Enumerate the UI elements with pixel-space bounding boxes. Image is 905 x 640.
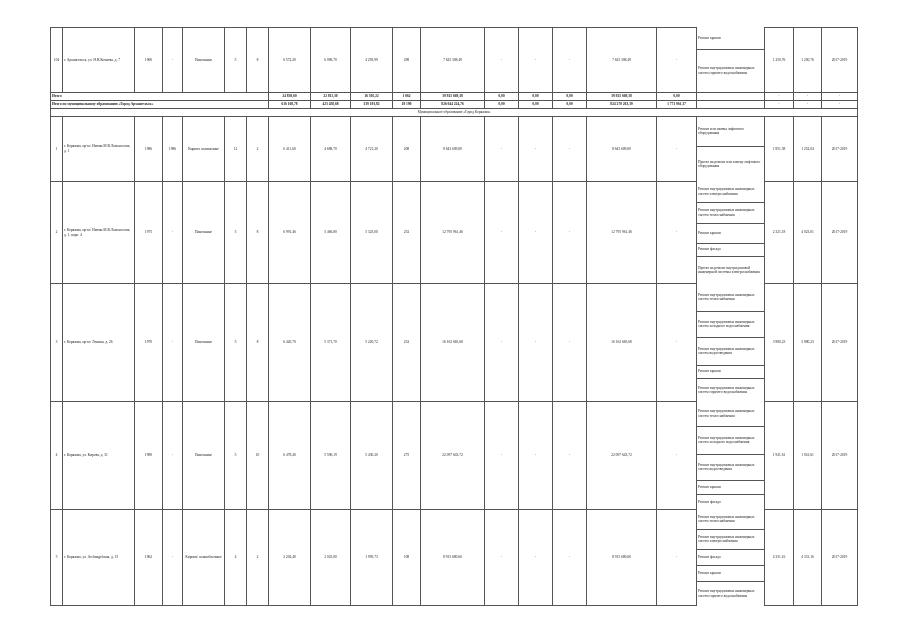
cell-area-living: 5 596,19: [311, 402, 351, 510]
cell-year-rec: -: [163, 510, 183, 606]
cell-residents: 252: [393, 182, 421, 284]
cell-entrances: 2: [247, 510, 269, 606]
work-item: Ремонт внутридомовых инженерных систем горячего водоснабжения: [698, 385, 755, 394]
cell-works: [697, 510, 765, 606]
cell-unit-cost: -: [765, 100, 794, 108]
cell-works: [697, 28, 765, 93]
cell-cost-owners: 824 270 263,39: [587, 100, 657, 108]
section-row: [51, 108, 858, 116]
cell-cost-fund: -: [485, 284, 519, 402]
cell-year-rec: -: [163, 182, 183, 284]
work-item: Ремонт внутридомовых инженерных систем горячего водоснабжения: [698, 589, 755, 598]
cell-area-total: 6 420,70: [269, 284, 311, 402]
work-item: Ремонт внутридомовых инженерных систем водоотведения: [697, 455, 764, 481]
cell-cost-fund: -: [485, 116, 519, 182]
cell-period: 2017-2019: [822, 182, 858, 284]
cell-cost-owners: 22 097 643,72: [587, 402, 657, 510]
cell-residents: 18 190: [393, 100, 421, 108]
cell-cost-local: -: [553, 28, 587, 93]
work-item: Ремонт фасада: [697, 244, 764, 257]
section-title: Муниципальное образование «Город Коряжма»: [51, 108, 858, 116]
cell-num: 1: [51, 116, 63, 182]
work-item: Ремонт фасада: [698, 499, 721, 504]
housing-program-table: [50, 27, 858, 606]
cell-floors: 4: [225, 510, 247, 606]
cell-unit-limit: 1 941,61: [794, 402, 822, 510]
cell-cost-fund: 0,00: [485, 100, 519, 108]
cell-area-living: 22 811,30: [311, 92, 351, 100]
cell-address: г. Коряжма, ул. Archangelская, д. 15: [63, 510, 135, 606]
cell-period: 2017-2019: [822, 116, 858, 182]
work-item: Ремонт внутридомовых инженерных систем холодного водоснабжения: [697, 427, 764, 455]
cell-residents: 298: [393, 28, 421, 93]
cell-floors: 12: [225, 116, 247, 182]
cell-cost-total: 22 097 643,72: [421, 402, 485, 510]
cell-residents: 232: [393, 284, 421, 402]
document-page: [50, 27, 848, 606]
work-item: Проект на ремонт внутридомовой инженерной системы электроснабжения: [698, 265, 760, 274]
cell-works: [697, 116, 765, 182]
cell-year: 1960: [135, 28, 163, 93]
work-item: Ремонт внутридомовых инженерных систем электроснабжения: [697, 182, 764, 203]
cell-cost-local: 0,00: [553, 92, 587, 100]
cell-unit-cost: 1 250,76: [765, 28, 794, 93]
cell-address: г. Коряжма, пр-кт. Имени М.В.Ломоносова, д. 1: [63, 116, 135, 182]
cell-works: [697, 402, 765, 510]
cell-year-rec: -: [163, 28, 183, 93]
cell-area-living-priv: 4 721,20: [351, 116, 393, 182]
cell-period: -: [822, 100, 858, 108]
cell-cost-local: -: [553, 402, 587, 510]
cell-area-living-priv: 1 995,73: [351, 510, 393, 606]
cell-period: -: [822, 92, 858, 100]
cell-cost-other: -: [657, 510, 697, 606]
work-item: Ремонт внутридомовых инженерных систем водоотведения: [697, 338, 764, 366]
cell-address: г. Коряжма, пр-кт. Имени М.В.Ломоносова, д. 1, корп. 4: [63, 182, 135, 284]
cell-cost-owners: 8 643 609,00: [587, 116, 657, 182]
cell-cost-total: 8 643 609,00: [421, 116, 485, 182]
work-item: Ремонт внутридомовых инженерных систем холодного водоснабжения: [697, 312, 764, 338]
cell-entrances: 2: [247, 116, 269, 182]
cell-area-living-priv: 5 430,20: [351, 402, 393, 510]
cell-residents: 275: [393, 402, 421, 510]
cell-unit-limit: 3 980,23: [794, 284, 822, 402]
cell-entrances: 8: [247, 182, 269, 284]
work-item: Ремонт или замена лифтового оборудования: [697, 117, 764, 147]
cell-cost-region: 0,00: [519, 100, 553, 108]
cell-cost-owners: 7 625 308,49: [587, 28, 657, 93]
cell-cost-other: -: [657, 284, 697, 402]
work-item: Ремонт внутридомовых инженерных систем теплоснабжения: [697, 402, 764, 427]
cell-material: Панельные: [183, 28, 225, 93]
cell-cost-local: -: [553, 182, 587, 284]
cell-cost-total: 8 915 680,60: [421, 510, 485, 606]
cell-area-living-priv: 339 193,82: [351, 100, 393, 108]
cell-cost-total: 826 044 224,76: [421, 100, 485, 108]
cell-unit-limit: 4 023,01: [794, 182, 822, 284]
cell-area-living-priv: 4 293,99: [351, 28, 393, 93]
cell-cost-other: -: [657, 116, 697, 182]
cell-unit-cost: 3 980,23: [765, 284, 794, 402]
cell-cost-fund: -: [485, 510, 519, 606]
table-row-total: [51, 100, 858, 108]
cell-floors: 5: [225, 182, 247, 284]
work-item: Ремонт крыши: [697, 481, 764, 495]
cell-unit-limit: 1 250,76: [794, 28, 822, 93]
cell-address: г. Архангельск, ул. Н.Н.Кочнева, д. 7: [63, 28, 135, 93]
cell-entrances: 10: [247, 402, 269, 510]
table-row: [51, 28, 858, 93]
cell-unit-cost: 1 851,58: [765, 116, 794, 182]
cell-area-living-priv: 5 325,00: [351, 182, 393, 284]
cell-cost-region: -: [519, 284, 553, 402]
cell-cost-other: 0,00: [657, 92, 697, 100]
cell-year-rec: -: [163, 402, 183, 510]
cell-area-living: 5 466,80: [311, 182, 351, 284]
cell-num: 104: [51, 28, 63, 93]
work-item: Ремонт внутридомовых инженерных систем теплоснабжения: [697, 203, 764, 224]
cell-cost-total: 16 162 665,68: [421, 284, 485, 402]
cell-num: 5: [51, 510, 63, 606]
cell-area-total: 6 478,40: [269, 402, 311, 510]
cell-period: 2017-2019: [822, 402, 858, 510]
work-item: Ремонт внутридомовых инженерных систем теплоснабжения: [697, 510, 764, 530]
cell-cost-fund: -: [485, 402, 519, 510]
subtotal-label: Итого: [51, 92, 269, 100]
cell-year: 1962: [135, 510, 163, 606]
cell-cost-region: -: [519, 28, 553, 93]
work-item: Ремонт крыши: [697, 566, 764, 582]
cell-area-total: 6 991,46: [269, 182, 311, 284]
cell-cost-total: 7 625 308,49: [421, 28, 485, 93]
work-item: Проект на ремонт или замену лифтового оборудования: [698, 159, 761, 168]
cell-cost-region: -: [519, 182, 553, 284]
work-item: Ремонт внутридомовых инженерных систем электроснабжения: [697, 530, 764, 550]
cell-unit-limit: 1 252,04: [794, 116, 822, 182]
cell-material: Панельные: [183, 402, 225, 510]
cell-cost-total: 12 795 961,46: [421, 182, 485, 284]
cell-cost-fund: -: [485, 182, 519, 284]
work-item: Ремонт фасада: [697, 550, 764, 566]
cell-area-total: 6 411,60: [269, 116, 311, 182]
total-label: Итого по муниципальному образованию «Город Архангельск»: [51, 100, 269, 108]
cell-area-total: 2 202,40: [269, 510, 311, 606]
cell-unit-cost: 4 331,16: [765, 510, 794, 606]
cell-cost-other: 1 773 961,37: [657, 100, 697, 108]
table-row: [51, 284, 858, 402]
cell-cost-local: -: [553, 510, 587, 606]
cell-area-total: 616 168,78: [269, 100, 311, 108]
cell-cost-region: -: [519, 402, 553, 510]
cell-area-total: 6 572,20: [269, 28, 311, 93]
cell-area-living: 423 458,68: [311, 100, 351, 108]
cell-area-total: 24 830,60: [269, 92, 311, 100]
cell-area-living: 5 371,70: [311, 284, 351, 402]
work-item: Ремонт внутридомовых инженерных систем теплоснабжения: [697, 284, 764, 312]
cell-material: Кирпич/ шлакоблочные: [183, 510, 225, 606]
cell-num: 3: [51, 284, 63, 402]
cell-cost-other: -: [657, 182, 697, 284]
cell-floors: 5: [225, 28, 247, 93]
cell-residents: 1 062: [393, 92, 421, 100]
cell-cost-region: -: [519, 510, 553, 606]
cell-unit-limit: 4 331,16: [794, 510, 822, 606]
cell-cost-region: 0,00: [519, 92, 553, 100]
cell-year-rec: 1986: [163, 116, 183, 182]
cell-material: Кирпич силикатные: [183, 116, 225, 182]
cell-floors: 5: [225, 402, 247, 510]
cell-cost-owners: 12 795 961,46: [587, 182, 657, 284]
cell-period: 2017-2019: [822, 28, 858, 93]
cell-cost-other: -: [657, 402, 697, 510]
cell-period: 2017-2019: [822, 510, 858, 606]
cell-cost-region: -: [519, 116, 553, 182]
cell-material: Панельные: [183, 182, 225, 284]
cell-address: г. Коряжма, пр-кт. Ленина, д. 26: [63, 284, 135, 402]
cell-material: Панельные: [183, 284, 225, 402]
cell-cost-fund: -: [485, 28, 519, 93]
cell-year: 1986: [135, 116, 163, 182]
cell-cost-total: 39 925 669,38: [421, 92, 485, 100]
table-row: [51, 402, 858, 510]
cell-address: г. Коряжма, ул. Кирова, д. 31: [63, 402, 135, 510]
cell-cost-owners: 16 162 665,68: [587, 284, 657, 402]
cell-works: [697, 100, 765, 108]
cell-year: 1970: [135, 284, 163, 402]
cell-num: 4: [51, 402, 63, 510]
table-row: [51, 510, 858, 606]
work-item: Ремонт крыши: [697, 366, 764, 379]
cell-cost-owners: 8 915 680,60: [587, 510, 657, 606]
table-row: [51, 116, 858, 182]
cell-cost-local: -: [553, 116, 587, 182]
cell-cost-fund: 0,00: [485, 92, 519, 100]
cell-unit-cost: 2 321,18: [765, 182, 794, 284]
table-row-subtotal: [51, 92, 858, 100]
cell-unit-limit: -: [794, 92, 822, 100]
cell-year: 1975: [135, 182, 163, 284]
cell-area-living-priv: 5 220,72: [351, 284, 393, 402]
cell-area-living: 4 688,70: [311, 116, 351, 182]
cell-entrances: 8: [247, 28, 269, 93]
cell-area-living: 6 096,70: [311, 28, 351, 93]
cell-num: 2: [51, 182, 63, 284]
cell-cost-owners: 39 925 669,38: [587, 92, 657, 100]
cell-residents: 108: [393, 510, 421, 606]
table-row: [51, 182, 858, 284]
cell-cost-local: -: [553, 284, 587, 402]
cell-period: 2017-2019: [822, 284, 858, 402]
cell-floors: 5: [225, 284, 247, 402]
cell-unit-limit: -: [794, 100, 822, 108]
cell-cost-other: -: [657, 28, 697, 93]
cell-area-living-priv: 16 305,22: [351, 92, 393, 100]
cell-entrances: 8: [247, 284, 269, 402]
cell-works: [697, 92, 765, 100]
work-item: Ремонт крыши: [697, 28, 764, 50]
cell-year: 1990: [135, 402, 163, 510]
work-item: Ремонт крыши: [697, 224, 764, 244]
cell-works: [697, 182, 765, 284]
cell-unit-cost: 1 941,61: [765, 402, 794, 510]
cell-year-rec: -: [163, 284, 183, 402]
cell-unit-cost: -: [765, 92, 794, 100]
work-item: Ремонт внутридомовых инженерных систем горячего водоснабжения: [698, 66, 755, 75]
cell-cost-local: 0,00: [553, 100, 587, 108]
cell-works: [697, 284, 765, 402]
cell-area-living: 2 025,00: [311, 510, 351, 606]
cell-residents: 208: [393, 116, 421, 182]
